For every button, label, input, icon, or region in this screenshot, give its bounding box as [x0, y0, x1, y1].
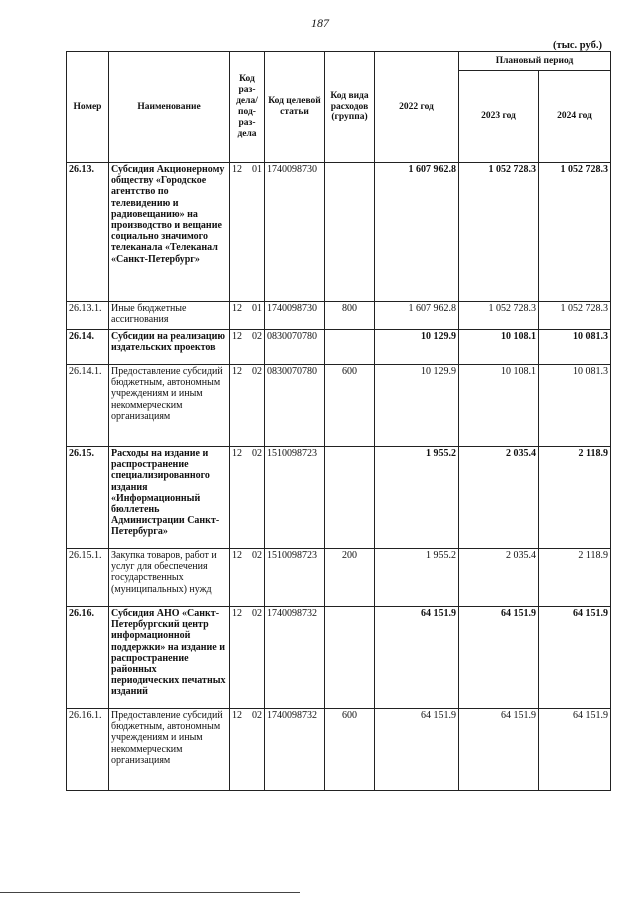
row-amount-2024: 1 052 728.3	[539, 302, 611, 330]
header-year-2022: 2022 год	[375, 52, 459, 163]
units-label: (тыс. руб.)	[553, 40, 602, 51]
row-target-code: 0830070780	[265, 330, 325, 365]
row-section-code	[230, 302, 265, 330]
row-expense-type: 200	[325, 549, 375, 607]
header-year-2023: 2023 год	[459, 71, 539, 163]
row-expense-type: 800	[325, 302, 375, 330]
row-amount-2023: 64 151.9	[459, 607, 539, 709]
row-amount-2023: 1 052 728.3	[459, 163, 539, 302]
section-code: 12	[232, 164, 242, 175]
row-amount-2023: 10 108.1	[459, 365, 539, 447]
row-number: 26.16.1.	[67, 709, 109, 791]
row-amount-2024: 2 118.9	[539, 549, 611, 607]
row-amount-2024: 2 118.9	[539, 447, 611, 549]
header-section: Код раз-дела/ под-раз-дела	[230, 52, 265, 163]
row-name: Субсидия АНО «Санкт-Петербургский центр информационной поддержки» на издание и распространение районных периодических печатных изданий	[109, 607, 230, 709]
row-number: 26.14.	[67, 330, 109, 365]
row-name: Субсидия Акционерному обществу «Городское агентство по телевидению и радиовещанию» на производство и вещание социально значимого телеканала «Телеканал «Санкт-Петербург»	[109, 163, 230, 302]
row-amount-2023: 64 151.9	[459, 709, 539, 791]
row-number: 26.14.1.	[67, 365, 109, 447]
header-target: Код целевой статьи	[265, 52, 325, 163]
row-target-code: 0830070780	[265, 365, 325, 447]
row-name: Расходы на издание и распространение специализированного издания «Информационный бюллетень Администрации Санкт-Петербурга»	[109, 447, 230, 549]
row-amount-2024: 64 151.9	[539, 709, 611, 791]
row-number: 26.13.	[67, 163, 109, 302]
row-section-code	[230, 447, 265, 549]
section-code: 12	[232, 608, 242, 619]
row-section-code	[230, 163, 265, 302]
row-name: Закупка товаров, работ и услуг для обеспечения государственных (муниципальных) нужд	[109, 549, 230, 607]
row-number: 26.15.	[67, 447, 109, 549]
row-name: Субсидии на реализацию издательских проектов	[109, 330, 230, 365]
row-number: 26.16.	[67, 607, 109, 709]
row-amount-2024: 1 052 728.3	[539, 163, 611, 302]
row-target-code: 1740098730	[265, 302, 325, 330]
subsection-code: 02	[252, 710, 262, 721]
table-row	[67, 163, 611, 302]
subsection-code: 02	[252, 366, 262, 377]
header-year-2024: 2024 год	[539, 71, 611, 163]
row-amount-2023: 2 035.4	[459, 447, 539, 549]
subsection-code: 02	[252, 331, 262, 342]
row-amount-2022: 1 607 962.8	[375, 163, 459, 302]
row-target-code: 1510098723	[265, 447, 325, 549]
row-amount-2022: 1 955.2	[375, 549, 459, 607]
section-code: 12	[232, 710, 242, 721]
row-amount-2022: 1 955.2	[375, 447, 459, 549]
section-code: 12	[232, 366, 242, 377]
row-number: 26.13.1.	[67, 302, 109, 330]
row-expense-type	[325, 607, 375, 709]
section-code: 12	[232, 550, 242, 561]
header-number: Номер	[67, 52, 109, 163]
row-expense-type: 600	[325, 365, 375, 447]
row-section-code	[230, 330, 265, 365]
subsection-code: 01	[252, 164, 262, 175]
table-row	[67, 302, 611, 330]
subsection-code: 02	[252, 550, 262, 561]
row-target-code: 1740098730	[265, 163, 325, 302]
row-amount-2022: 10 129.9	[375, 365, 459, 447]
row-name: Предоставление субсидий бюджетным, автономным учреждениям и иным некоммерческим организациям	[109, 709, 230, 791]
row-expense-type	[325, 163, 375, 302]
budget-table	[66, 51, 611, 791]
row-amount-2022: 64 151.9	[375, 607, 459, 709]
row-amount-2023: 2 035.4	[459, 549, 539, 607]
row-amount-2024: 64 151.9	[539, 607, 611, 709]
row-section-code	[230, 607, 265, 709]
table-row	[67, 709, 611, 791]
footer-divider	[0, 892, 300, 893]
table-row	[67, 365, 611, 447]
row-name: Иные бюджетные ассигнования	[109, 302, 230, 330]
row-amount-2024: 10 081.3	[539, 330, 611, 365]
header-name: Наименование	[109, 52, 230, 163]
table-row	[67, 447, 611, 549]
subsection-code: 01	[252, 303, 262, 314]
row-section-code	[230, 365, 265, 447]
row-expense-type	[325, 447, 375, 549]
row-expense-type	[325, 330, 375, 365]
row-target-code: 1510098723	[265, 549, 325, 607]
row-amount-2023: 1 052 728.3	[459, 302, 539, 330]
row-section-code	[230, 709, 265, 791]
table-row	[67, 330, 611, 365]
row-expense-type: 600	[325, 709, 375, 791]
row-amount-2023: 10 108.1	[459, 330, 539, 365]
subsection-code: 02	[252, 448, 262, 459]
section-code: 12	[232, 331, 242, 342]
row-amount-2022: 64 151.9	[375, 709, 459, 791]
section-code: 12	[232, 448, 242, 459]
row-target-code: 1740098732	[265, 607, 325, 709]
page-number: 187	[311, 16, 329, 30]
table-row	[67, 607, 611, 709]
row-amount-2022: 1 607 962.8	[375, 302, 459, 330]
row-amount-2024: 10 081.3	[539, 365, 611, 447]
row-amount-2022: 10 129.9	[375, 330, 459, 365]
header-planned-period: Плановый период	[459, 52, 611, 71]
table-row	[67, 549, 611, 607]
row-section-code	[230, 549, 265, 607]
header-expense-type: Код вида расходов (группа)	[325, 52, 375, 163]
section-code: 12	[232, 303, 242, 314]
row-number: 26.15.1.	[67, 549, 109, 607]
row-target-code: 1740098732	[265, 709, 325, 791]
subsection-code: 02	[252, 608, 262, 619]
row-name: Предоставление субсидий бюджетным, автономным учреждениям и иным некоммерческим организациям	[109, 365, 230, 447]
